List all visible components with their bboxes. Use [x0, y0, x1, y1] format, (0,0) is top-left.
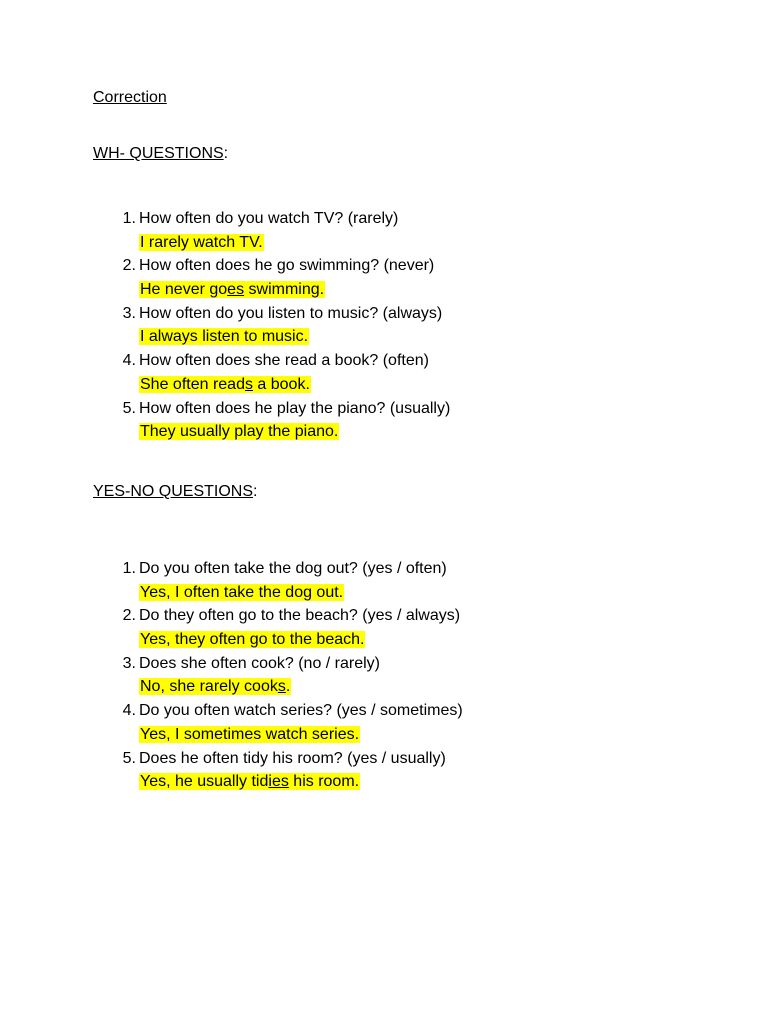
answer-text: He never go	[140, 281, 228, 299]
answer-line	[93, 723, 693, 747]
yes-no-questions-heading-colon: :	[253, 483, 258, 500]
answer-line	[93, 231, 693, 255]
item-number: 3.	[122, 654, 136, 672]
answer-text: Yes, he usually tid	[140, 773, 269, 791]
answer-line	[93, 325, 693, 349]
yes-no-questions-heading-text: YES-NO QUESTIONS	[93, 483, 254, 500]
question-line	[93, 557, 693, 581]
list-item	[93, 349, 693, 396]
list-item	[93, 254, 693, 301]
question-text: Do you often take the dog out? (yes / often)	[139, 560, 447, 577]
answer-text: She often read	[140, 375, 245, 393]
answer-underlined-ending: ies	[268, 773, 289, 791]
highlighted-answer	[139, 328, 309, 345]
answer-text-rest: a book.	[252, 375, 310, 393]
highlighted-answer	[139, 678, 291, 695]
highlighted-answer	[139, 631, 365, 648]
answer-line	[93, 278, 693, 302]
answer-underlined-ending: es	[227, 281, 245, 299]
answer-text-rest: swimming.	[244, 281, 325, 299]
list-item	[93, 207, 693, 254]
question-text: How often does she read a book? (often)	[139, 352, 429, 370]
question-text: How often do you watch TV? (rarely)	[139, 210, 399, 227]
item-number: 3.	[122, 304, 136, 322]
answer-line	[93, 373, 693, 397]
question-line	[93, 349, 693, 373]
wh-questions-heading-text: WH- QUESTIONS	[93, 145, 224, 162]
answer-text: I rarely watch TV.	[140, 233, 263, 251]
question-text: How often does he play the piano? (usually)	[139, 399, 451, 417]
item-number: 4.	[122, 352, 136, 370]
question-line	[93, 747, 693, 771]
list-item	[93, 747, 693, 794]
item-number: 5.	[122, 399, 136, 417]
question-text: Do they often go to the beach? (yes / always)	[139, 607, 461, 625]
answer-text: Yes, they often go to the beach.	[140, 631, 365, 649]
yes-no-questions-list	[93, 557, 693, 794]
wh-questions-heading-colon: :	[223, 145, 229, 162]
wh-questions-list	[93, 207, 693, 444]
yes-no-questions-heading	[93, 482, 257, 502]
answer-text-rest: .	[285, 678, 291, 696]
item-number: 1.	[122, 560, 136, 577]
list-item	[93, 557, 693, 604]
answer-underlined-ending: s	[244, 375, 253, 393]
highlighted-answer	[139, 773, 360, 790]
highlighted-answer	[139, 423, 339, 440]
answer-text: They usually play the piano.	[140, 423, 339, 441]
question-text: Does he often tidy his room? (yes / usually)	[139, 749, 446, 767]
item-number: 1.	[122, 210, 136, 227]
answer-text: No, she rarely cook	[140, 678, 278, 696]
highlighted-answer	[139, 281, 325, 298]
question-line	[93, 604, 693, 628]
answer-text-rest: his room.	[288, 773, 360, 791]
highlighted-answer	[139, 234, 264, 251]
answer-text: Yes, I often take the dog out.	[140, 583, 344, 601]
question-line	[93, 254, 693, 278]
question-line	[93, 652, 693, 676]
question-text: Does she often cook? (no / rarely)	[139, 654, 381, 672]
question-line	[93, 302, 693, 326]
answer-line	[93, 675, 693, 699]
item-number: 4.	[122, 702, 136, 720]
item-number: 2.	[122, 257, 136, 275]
item-number: 5.	[122, 749, 136, 767]
question-line	[93, 207, 693, 231]
answer-text: Yes, I sometimes watch series.	[140, 725, 360, 743]
highlighted-answer	[139, 584, 344, 601]
list-item	[93, 604, 693, 651]
answer-line	[93, 628, 693, 652]
answer-line	[93, 420, 693, 444]
highlighted-answer	[139, 376, 311, 393]
item-number: 2.	[122, 607, 136, 625]
wh-questions-heading	[93, 144, 228, 164]
question-text: Do you often watch series? (yes / sometimes)	[139, 702, 463, 720]
list-item	[93, 397, 693, 444]
document-title: Correction	[93, 89, 167, 106]
highlighted-answer	[139, 726, 360, 743]
question-line	[93, 397, 693, 421]
question-line	[93, 699, 693, 723]
list-item	[93, 652, 693, 699]
answer-text: I always listen to music.	[140, 328, 309, 346]
answer-underlined-ending: s	[277, 678, 286, 696]
list-item	[93, 302, 693, 349]
question-text: How often do you listen to music? (always)	[139, 304, 443, 322]
list-item	[93, 699, 693, 746]
question-text: How often does he go swimming? (never)	[139, 257, 435, 275]
answer-line	[93, 770, 693, 794]
answer-line	[93, 581, 693, 605]
